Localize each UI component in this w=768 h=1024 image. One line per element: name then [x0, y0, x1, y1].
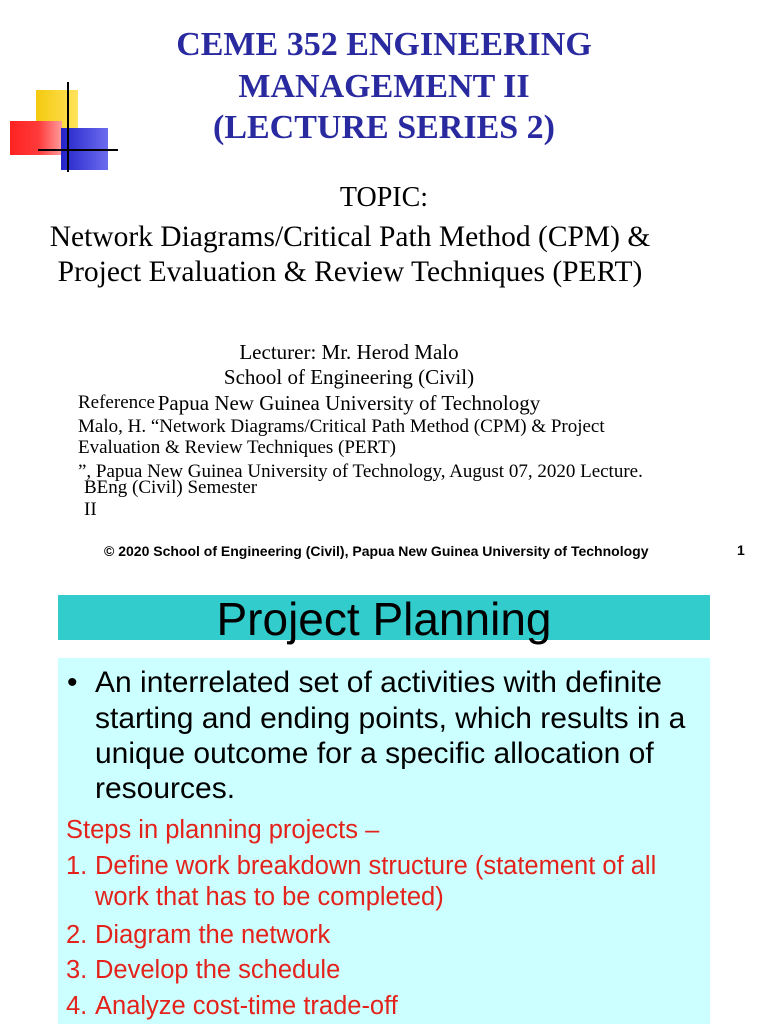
- step-text-line: work that has to be completed): [95, 882, 444, 911]
- step-text-line: Diagram the network: [95, 920, 331, 949]
- bullet-line: An interrelated set of activities with definite: [95, 666, 662, 700]
- slide-title-line: CEME 352 ENGINEERING: [176, 26, 592, 63]
- topic-text: [0, 220, 700, 290]
- slide-2: [0, 580, 768, 1024]
- step-number: 1.: [66, 851, 88, 880]
- topic-line: Network Diagrams/Critical Path Method (CPM) &: [49, 220, 651, 253]
- university-name: Papua New Guinea University of Technology: [157, 390, 541, 415]
- slide-title: [0, 24, 768, 149]
- bullet-line: starting and ending points, which results in a: [95, 701, 686, 735]
- steps-heading: Steps in planning projects –: [66, 815, 380, 844]
- lecturer-name: Lecturer: Mr. Herod Malo: [239, 339, 459, 364]
- step-number: 4.: [66, 991, 88, 1020]
- step-number: 3.: [66, 955, 88, 984]
- slide-title-bar: [58, 593, 710, 645]
- step-text-line: Develop the schedule: [95, 955, 341, 984]
- bullet-line: unique outcome for a specific allocation of: [95, 736, 654, 770]
- reference-label: Reference: [78, 392, 155, 413]
- step-text-line: Analyze cost-time trade-off: [95, 991, 398, 1020]
- step-text-line: Define work breakdown structure (statement of all: [95, 851, 657, 880]
- reference-line: Evaluation & Review Techniques (PERT): [78, 437, 396, 458]
- reference-line: Malo, H. “Network Diagrams/Critical Path Method (CPM) & Project: [78, 416, 605, 437]
- slide-title-line: MANAGEMENT II: [238, 67, 530, 105]
- bullet-text: [95, 665, 685, 806]
- topic-label: TOPIC:: [339, 182, 429, 213]
- slide-title-line: (LECTURE SERIES 2): [213, 109, 555, 146]
- copyright-footer: © 2020 School of Engineering (Civil), Papua New Guinea University of Technology: [104, 542, 649, 559]
- bullet-marker: •: [67, 666, 78, 700]
- school-name: School of Engineering (Civil): [223, 364, 475, 389]
- slide-content-box: [58, 658, 710, 1024]
- step-number: 2.: [66, 920, 88, 949]
- topic-line: Project Evaluation & Review Techniques (PERT): [57, 255, 643, 288]
- slide-number: 1: [737, 541, 745, 558]
- slide-title: Project Planning: [216, 593, 552, 645]
- semester-line: II: [84, 499, 97, 520]
- decor-horizontal-line: [38, 149, 118, 151]
- reference-line: ”, Papua New Guinea University of Technology, August 07, 2020 Lecture.: [78, 461, 643, 482]
- semester-line: BEng (Civil) Semester: [84, 477, 258, 498]
- bullet-line: resources.: [95, 772, 236, 806]
